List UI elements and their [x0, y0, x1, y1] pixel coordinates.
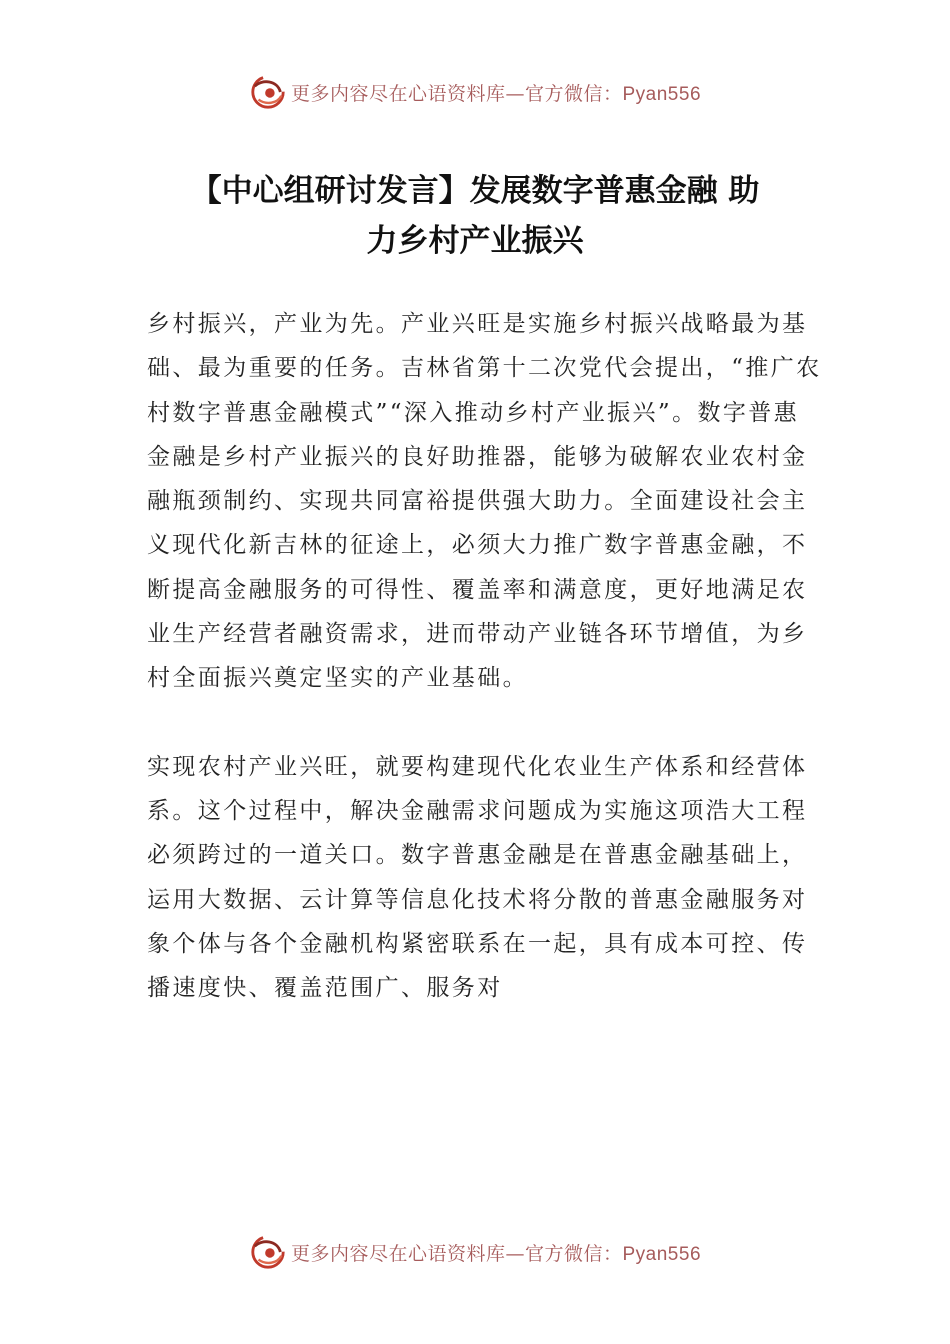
- swirl-logo-icon: [249, 1233, 287, 1271]
- header-banner-handle: Pyan556: [622, 83, 702, 105]
- header-banner: [0, 70, 950, 114]
- header-banner-text: 更多内容尽在心语资料库—官方微信：Pyan556: [290, 82, 702, 105]
- footer-banner-handle: Pyan556: [622, 1243, 702, 1265]
- title-line-1: 【中心组研讨发言】发展数字普惠金融 助: [190, 173, 760, 209]
- swirl-logo-icon: [249, 73, 287, 111]
- paragraph-1: 乡村振兴，产业为先。产业兴旺是实施乡村振兴战略最为基础、最为重要的任务。吉林省第十二次党代会提出，“推广农村数字普惠金融模式”“深入推动乡村产业振兴”。数字普惠金融是乡村产业振兴的良好助推器，能够为破解农业农村金融瓶颈制约、实现共同富裕提供强大助力。全面建设社会主义现代化新吉林的征途上，必须大力推广数字普惠金融，不断提高金融服务的可得性、覆盖率和满意度，更好地满足农业生产经营者融资需求，进而带动产业链各环节增值，为乡村全面振兴奠定坚实的产业基础。: [147, 311, 822, 692]
- paragraph-2: 实现农村产业兴旺，就要构建现代化农业生产体系和经营体系。这个过程中，解决金融需求问题成为实施这项浩大工程必须跨过的一道关口。数字普惠金融是在普惠金融基础上，运用大数据、云计算等信息化技术将分散的普惠金融服务对象个体与各个金融机构紧密联系在一起，具有成本可控、传播速度快、覆盖范围广、服务对: [147, 753, 808, 1002]
- document-body: [147, 302, 823, 1010]
- footer-banner: [0, 1230, 950, 1274]
- footer-banner-text: 更多内容尽在心语资料库—官方微信：Pyan556: [290, 1242, 702, 1265]
- document-title: [120, 166, 830, 266]
- title-line-2: 力乡村产业振兴: [366, 223, 584, 259]
